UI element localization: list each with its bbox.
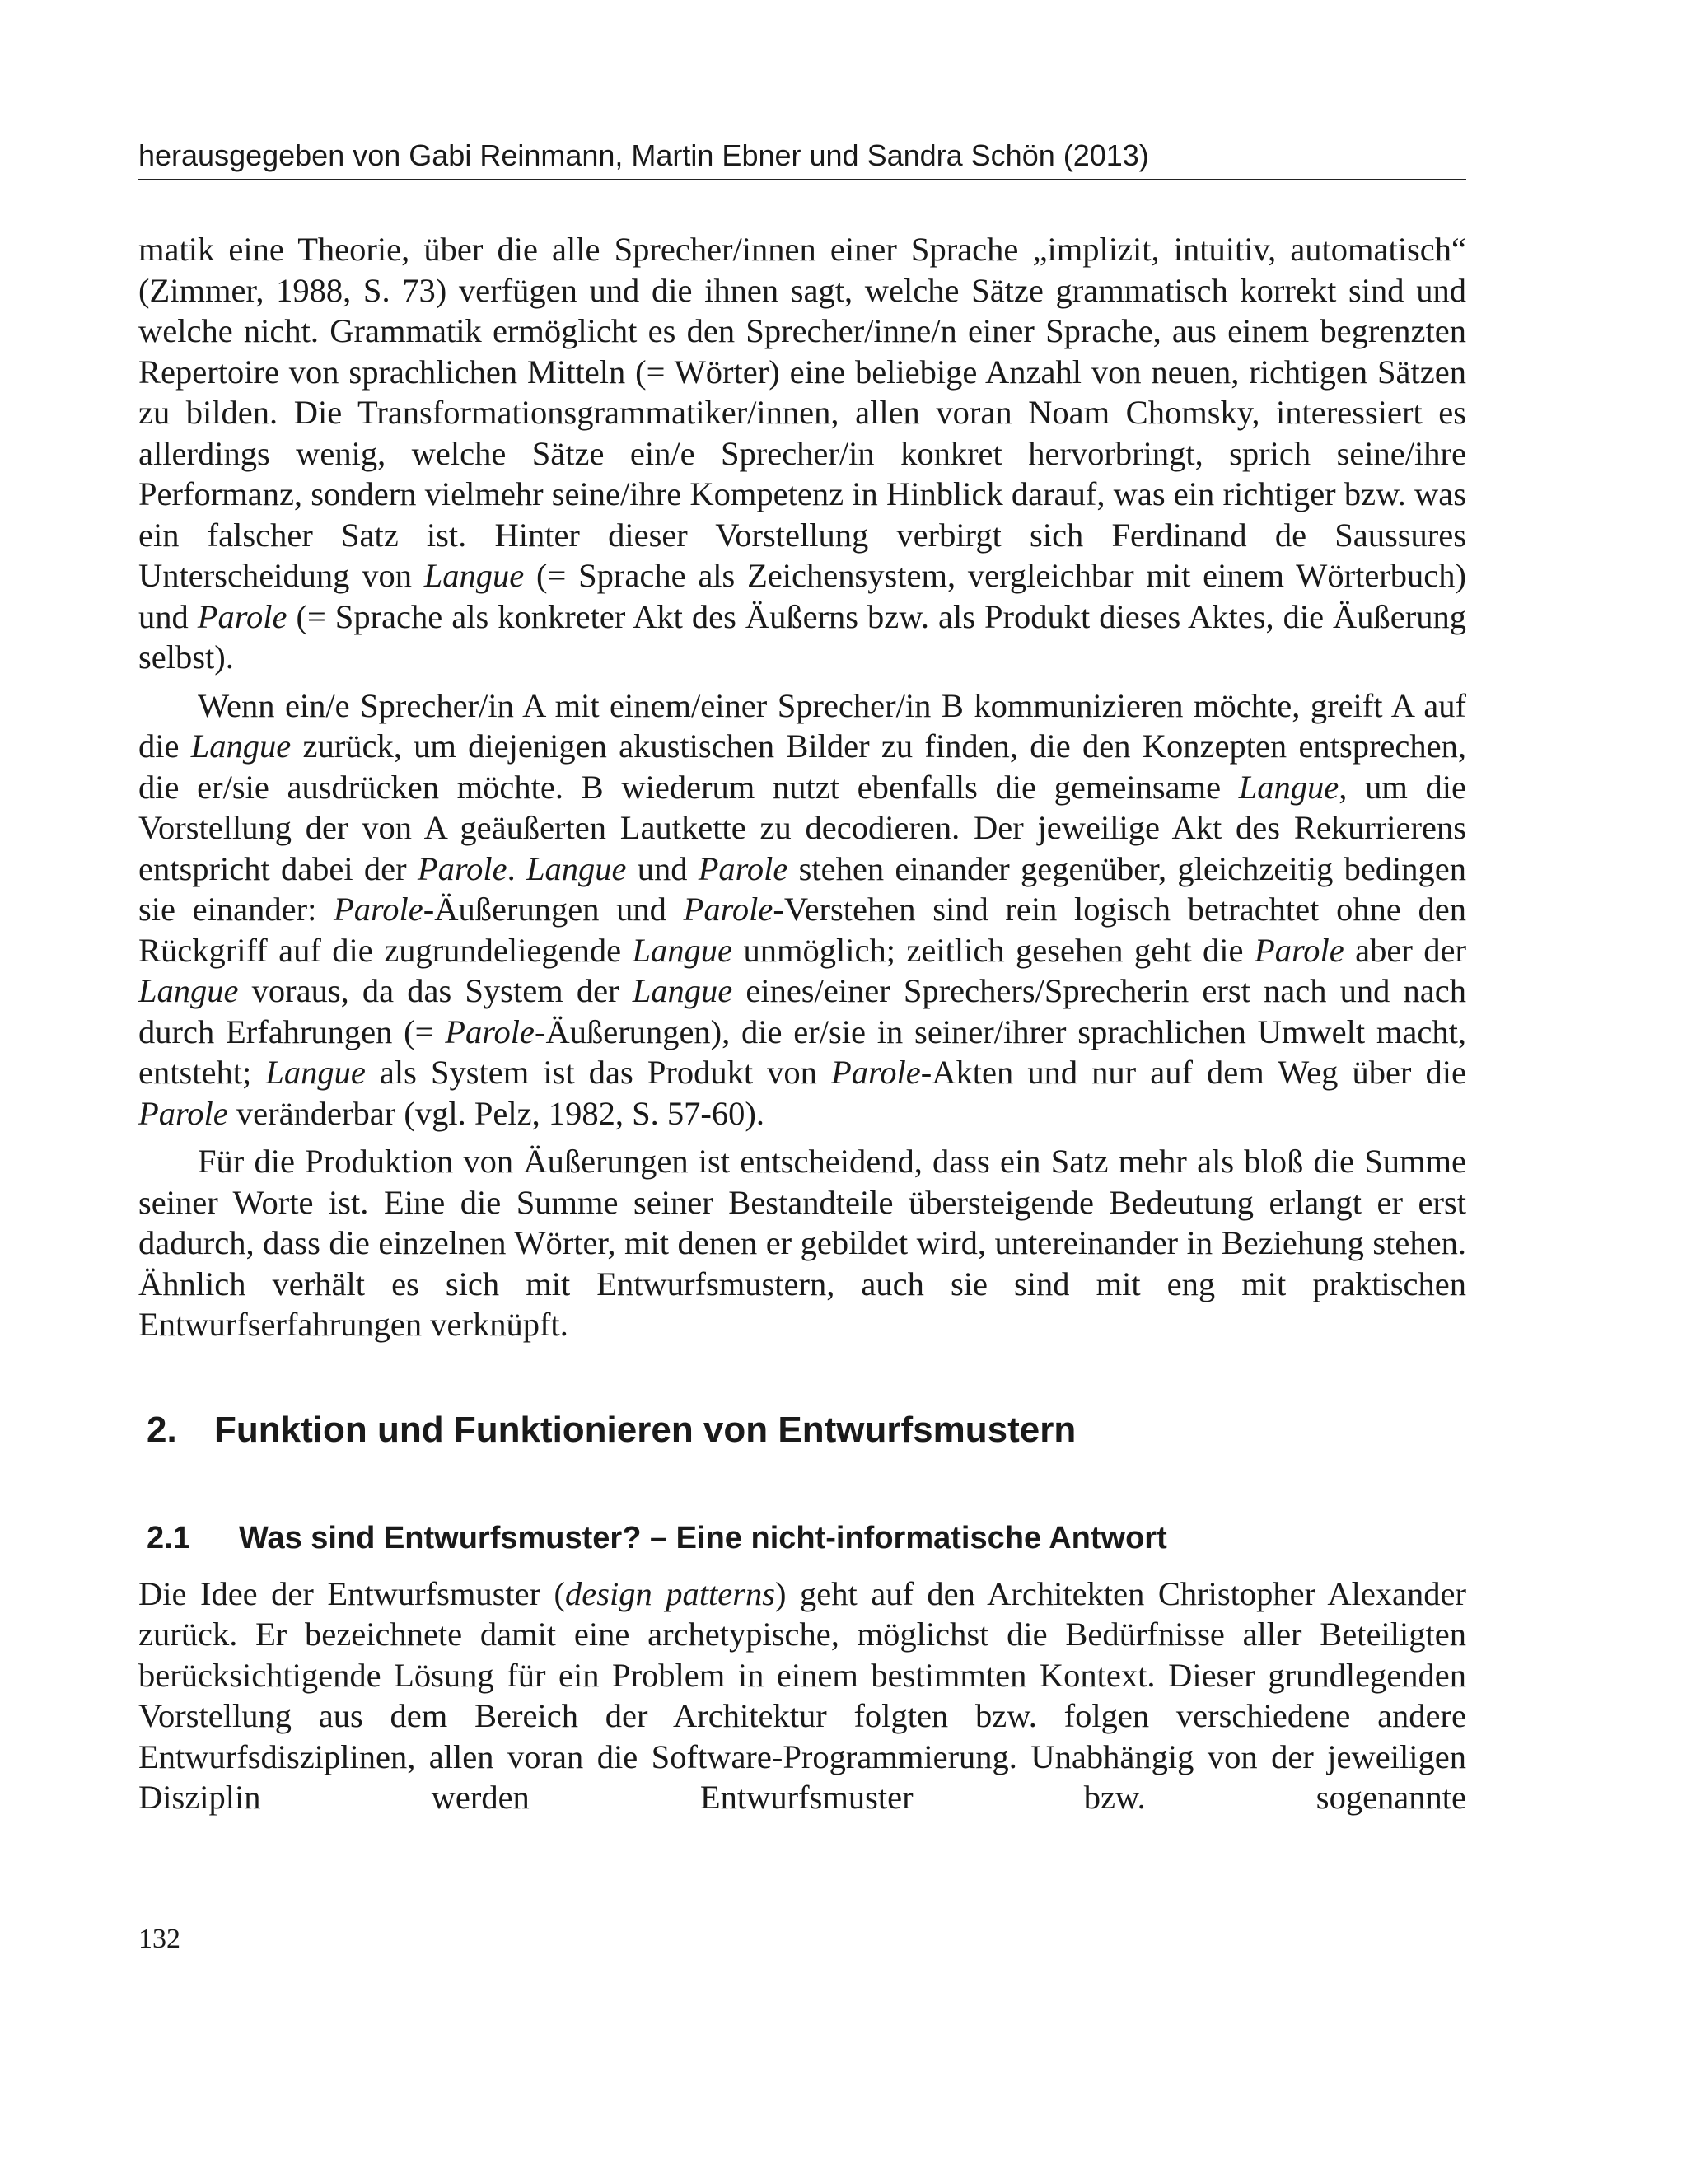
paragraph-4: Die Idee der Entwurfsmuster (design patterns) geht auf den Architekten Christopher Alexander zurück. Er bezeichnete damit eine archetypische, möglichst die Bedürfnisse aller Beteiligten berücksichtigende Lösung für ein Problem in einem bestimmten Kontext. Dieser grundlegenden Vorstellung aus dem Bereich der Architektur folgten bzw. folgen verschiedene andere Entwurfsdisziplinen, allen voran die Software-Programmierung. Unabhängig von der jeweiligen Disziplin werden Entwurfsmuster bzw. sogenannte	[138, 1574, 1466, 1816]
paragraph-2: Wenn ein/e Sprecher/in A mit einem/einer Sprecher/in B kommunizieren möchte, greift A auf die Langue zurück, um diejenigen akustischen Bilder zu finden, die den Konzepten entsprechen, die er/sie ausdrücken möchte. B wiederum nutzt ebenfalls die gemeinsame Langue, um die Vorstellung der von A geäußerten Lautkette zu decodieren. Der jeweilige Akt des Rekurrierens entspricht dabei der Parole. Langue und Parole stehen einander gegenüber, gleichzeitig bedingen sie einander: Parole-Äußerungen und Parole-Verstehen sind rein logisch betrachtet ohne den Rückgriff auf die zugrundeliegende Langue unmöglich; zeitlich gesehen geht die Parole aber der Langue voraus, da das System der Langue eines/einer Sprechers/Sprecherin erst nach und nach durch Erfahrungen (= Parole-Äußerungen), die er/sie in seiner/ihrer sprachlichen Umwelt macht, entsteht; Langue als System ist das Produkt von Parole-Akten und nur auf dem Weg über die Parole veränderbar (vgl. Pelz, 1982, S. 57-60).	[138, 686, 1467, 1132]
paragraph-1: matik eine Theorie, über die alle Sprecher/innen einer Sprache „implizit, intuitiv, automatisch“ (Zimmer, 1988, S. 73) verfügen und die ihnen sagt, welche Sätze grammatisch korrekt sind und welche nicht. Grammatik ermöglicht es den Sprecher/inne/n einer Sprache, aus einem begrenzten Repertoire von sprachlichen Mitteln (= Wörter) eine beliebige Anzahl von neuen, richtigen Sätzen zu bilden. Die Transformationsgrammatiker/innen, allen voran Noam Chomsky, interessiert es allerdings wenig, welche Sätze ein/e Sprecher/in konkret hervorbringt, sprich seine/ihre Performanz, sondern vielmehr seine/ihre Kompetenz in Hinblick darauf, was ein richtiger bzw. was ein falscher Satz ist. Hinter dieser Vorstellung verbirgt sich Ferdinand de Saussures Unterscheidung von Langue (= Sprache als Zeichensystem, vergleichbar mit einem Wörterbuch) und Parole (= Sprache als konkreter Akt des Äußerns bzw. als Produkt dieses Aktes, die Äußerung selbst).	[138, 231, 1467, 676]
body-text	[138, 229, 1466, 1826]
paragraph-3: Für die Produktion von Äußerungen ist entscheidend, dass ein Satz mehr als bloß die Summe seiner Worte ist. Eine die Summe seiner Bestandteile übersteigende Bedeutung erlangt er erst dadurch, dass die einzelnen Wörter, mit denen er gebildet wird, untereinander in Beziehung stehen. Ähnlich verhält es sich mit Entwurfsmustern, auch sie sind mit eng mit praktischen Entwurfserfahrungen verknüpft.	[138, 1143, 1466, 1343]
section-heading	[147, 1407, 1466, 1453]
page	[138, 0, 1466, 2184]
section-title: Funktion und Funktionieren von Entwurfsmustern	[214, 1409, 1077, 1450]
subsection-title: Was sind Entwurfsmuster? – Eine nicht-informatische Antwort	[239, 1520, 1167, 1555]
running-header: herausgegeben von Gabi Reinmann, Martin Ebner und Sandra Schön (2013)	[138, 136, 1466, 180]
subsection-heading	[147, 1518, 1466, 1559]
subsection-number: 2.1	[147, 1520, 190, 1555]
page-number: 132	[138, 1924, 180, 1954]
section-number: 2.	[147, 1409, 177, 1450]
